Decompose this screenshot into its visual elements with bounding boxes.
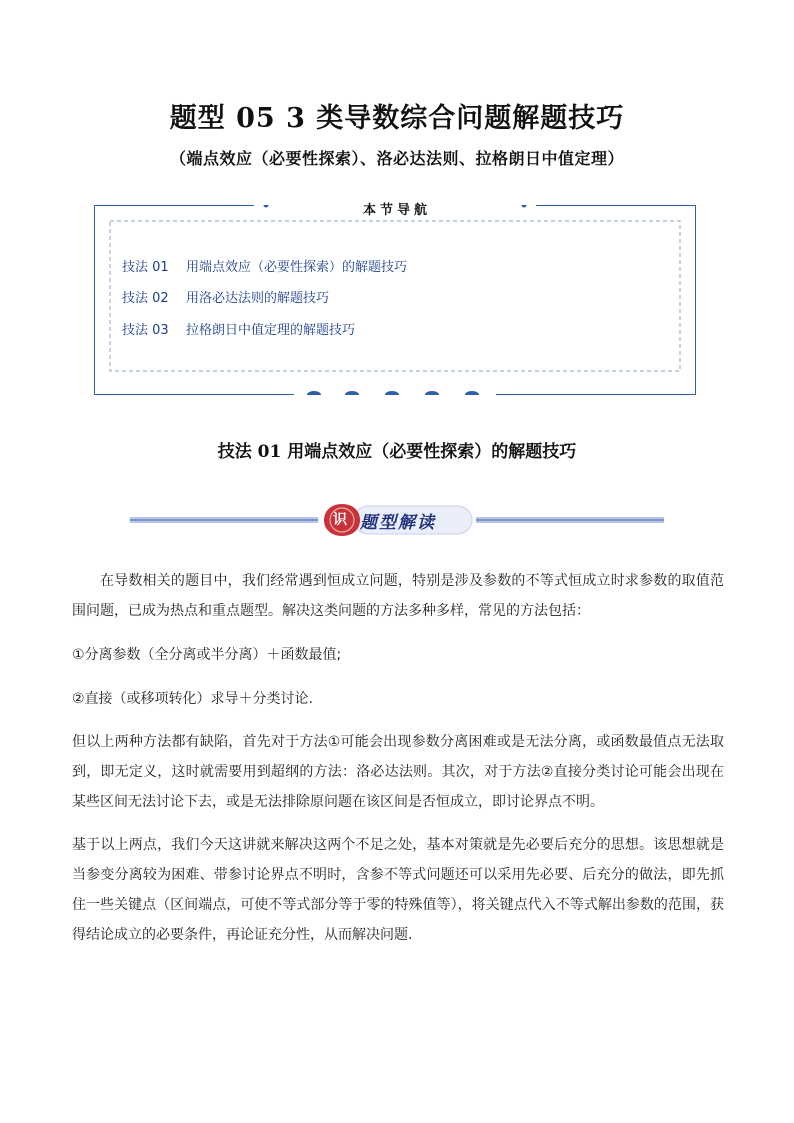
paragraph-method-2: ②直接（或移项转化）求导＋分类讨论. [72, 691, 313, 707]
nav-item-01[interactable] [122, 256, 407, 275]
section-heading: 技法 01 用端点效应（必要性探索）的解题技巧 [217, 442, 577, 462]
page-subtitle: （端点效应（必要性探索）、洛必达法则、拉格朗日中值定理） [169, 149, 624, 168]
paragraph-method-1: ①分离参数（全分离或半分离）＋函数最值; [72, 647, 342, 663]
nav-item-03[interactable] [122, 319, 355, 338]
paragraph-strategy: 基于以上两点，我们今天这讲就来解决这两个不足之处，基本对策就是先必要后充分的思想。该思想就是当参变分离较为困难、带参讨论界点不明时，含参不等式问题还可以采用先必要、后充分的做法，即先抓住一些关键点（区间端点，可使不等式部分等于零的特殊值等），将关键点代入不等式解出参数的范围，获得结论成立的必要条件，再论证充分性，从而解决问题. [72, 837, 724, 943]
nav-item-number: 技法 01 [122, 260, 169, 275]
seal-character: 识 [333, 512, 347, 528]
nav-item-02[interactable] [122, 287, 329, 306]
nav-item-number: 技法 03 [122, 323, 169, 338]
nav-heading: 本节导航 [362, 203, 431, 218]
nav-item-label: 拉格朗日中值定理的解题技巧 [186, 323, 356, 338]
page-title: 题型 05 3 类导数综合问题解题技巧 [169, 103, 625, 134]
banner-label: 题型解读 [360, 513, 436, 533]
nav-item-number: 技法 02 [122, 291, 169, 306]
paragraph-intro: 在导数相关的题目中，我们经常遇到恒成立问题，特别是涉及参数的不等式恒成立时求参数的取值范围问题，已成为热点和重点题型。解决这类问题的方法多种多样，常见的方法包括： [72, 573, 724, 619]
nav-item-label: 用端点效应（必要性探索）的解题技巧 [186, 260, 408, 275]
nav-item-label: 用洛必达法则的解题技巧 [186, 291, 330, 306]
paragraph-drawbacks: 但以上两种方法都有缺陷，首先对于方法①可能会出现参数分离困难或是无法分离，或函数最值点无法取到，即无定义，这时就需要用到超纲的方法：洛必达法则。其次，对于方法②直接分类讨论可能会出现在某些区间无法讨论下去，或是无法排除原问题在该区间是否恒成立，即讨论界点不明。 [72, 734, 724, 810]
